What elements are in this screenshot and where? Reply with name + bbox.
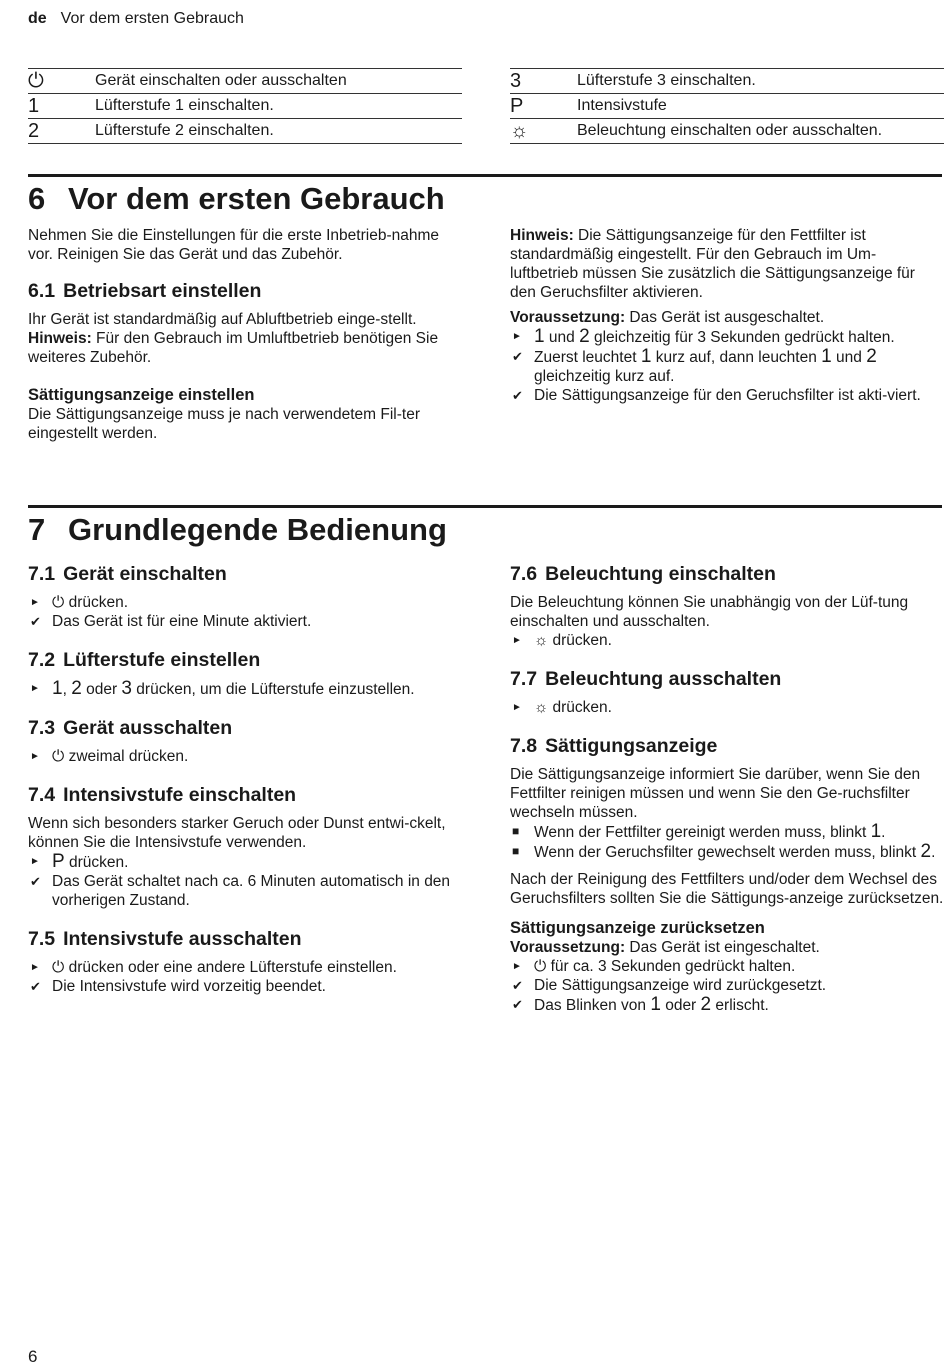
triangle-bullet: ► [30, 962, 40, 973]
list-item: ✔ Die Sättigungsanzeige wird zurückgesetzt. [512, 977, 827, 994]
subsection-title: Sättigungsanzeige einstellen [28, 386, 255, 404]
table-row [510, 69, 944, 94]
triangle-bullet: ► [30, 751, 40, 762]
triangle-bullet: ► [30, 597, 40, 608]
paragraph: Die Beleuchtung können Sie unabhängig von der Lüf-tung einschalten und ausschalten. [510, 594, 909, 630]
check-mark: ✔ [30, 874, 41, 889]
section-title: 7.8 Sättigungsanzeige [510, 735, 718, 757]
triangle-bullet: ► [512, 702, 522, 713]
list-item: ■ Wenn der Fettfilter gereinigt werden muss, blinkt 1. [512, 821, 886, 842]
list-item: ► ⏻ für ca. 3 Sekunden gedrückt halten. [512, 958, 796, 975]
symbol-description: Gerät einschalten oder ausschalten [95, 69, 462, 94]
light-icon: ☼ [534, 699, 549, 716]
power-icon: ⏻ [52, 748, 65, 765]
section-title: 7.6 Beleuchtung einschalten [510, 563, 776, 585]
table-row [510, 119, 944, 144]
list-item: ✔ Die Sättigungsanzeige für den Geruchsfilter ist akti-viert. [512, 387, 921, 404]
fan-level-1-symbol: 1 [28, 94, 95, 119]
section-7-3 [28, 717, 464, 766]
symbol-description: Lüfterstufe 1 einschalten. [95, 94, 462, 119]
precondition: Voraussetzung: Das Gerät ist ausgeschaltet. [510, 309, 825, 326]
page-number: 6 [28, 1347, 38, 1366]
chapter-6-right-column [510, 226, 944, 405]
symbol-description: Beleuchtung einschalten oder ausschalten. [577, 119, 944, 144]
section-title: 7.4 Intensivstufe einschalten [28, 784, 297, 806]
section-title: 7.3 Gerät ausschalten [28, 717, 233, 739]
power-icon: ⏻ [28, 69, 95, 94]
header-title: Vor dem ersten Gebrauch [60, 10, 244, 27]
chapter-6-left-column [28, 226, 464, 443]
list-item: ✔ Das Gerät ist für eine Minute aktiviert. [30, 613, 312, 630]
symbol-table-right [510, 68, 944, 144]
light-icon: ☼ [534, 632, 549, 649]
subsection-title: Sättigungsanzeige zurücksetzen [510, 919, 765, 937]
power-icon: ⏻ [534, 958, 547, 975]
square-bullet: ■ [512, 844, 520, 858]
list-item: ► P drücken. [30, 851, 129, 872]
list-item: ► 1 und 2 gleichzeitig für 3 Sekunden gedrückt halten. [512, 326, 895, 347]
paragraph: Nach der Reinigung des Fettfilters und/oder dem Wechsel des Geruchsfilters sollten Sie die Sättigungs-anzeige zurücksetzen. [510, 871, 944, 907]
section-7-1 [28, 563, 464, 631]
list-item: ► ☼ drücken. [512, 699, 612, 716]
section-title: 6.1 Betriebsart einstellen [28, 280, 262, 302]
section-7-5 [28, 928, 464, 996]
list-item: ■ Wenn der Geruchsfilter gewechselt werden muss, blinkt 2. [512, 841, 936, 862]
paragraph: Ihr Gerät ist standardmäßig auf Abluftbetrieb einge-stellt. [28, 311, 417, 328]
table-row [28, 119, 462, 144]
list-item: ► ⏻ drücken. [30, 594, 129, 611]
list-item: ► ☼ drücken. [512, 632, 612, 649]
section-7-4 [28, 784, 464, 910]
power-icon: ⏻ [52, 594, 65, 611]
table-row [510, 94, 944, 119]
chapter-7-heading [28, 505, 942, 548]
power-icon: ⏻ [52, 959, 65, 976]
symbol-description: Lüfterstufe 2 einschalten. [95, 119, 462, 144]
triangle-bullet: ► [30, 856, 40, 867]
section-title: 7.7 Beleuchtung ausschalten [510, 668, 782, 690]
triangle-bullet: ► [30, 683, 40, 694]
symbol-description: Intensivstufe [577, 94, 944, 119]
page-header [28, 10, 244, 28]
fan-level-3-symbol: 3 [510, 69, 577, 94]
check-mark: ✔ [30, 979, 41, 994]
section-7-7 [510, 668, 944, 717]
check-mark: ✔ [30, 614, 41, 629]
paragraph: Wenn sich besonders starker Geruch oder Dunst entwi-ckelt, können Sie die Intensivstufe verwenden. [28, 815, 446, 851]
chapter-title: 7 Grundlegende Bedienung [28, 512, 447, 547]
list-item: ► ⏻ drücken oder eine andere Lüfterstufe einstellen. [30, 959, 397, 976]
triangle-bullet: ► [512, 635, 522, 646]
hint-paragraph: Hinweis: Die Sättigungsanzeige für den Fettfilter ist standardmäßig eingestellt. Für den Gebrauch im Um-luftbetrieb müssen Sie zusätzlich die Sättigungsanzeige für den Geruchsfilter aktivieren. [510, 227, 915, 301]
section-title: 7.1 Gerät einschalten [28, 563, 227, 585]
triangle-bullet: ► [512, 331, 522, 342]
paragraph: Die Sättigungsanzeige informiert Sie darüber, wenn Sie den Fettfilter reinigen müssen und wenn Sie den Ge-ruchsfilter wechseln müssen. [510, 766, 921, 821]
list-item: ✔ Das Gerät schaltet nach ca. 6 Minuten automatisch in den vorherigen Zustand. [30, 873, 451, 909]
section-7-8 [510, 735, 944, 1015]
symbol-table-left [28, 68, 462, 144]
table-row [28, 94, 462, 119]
precondition: Voraussetzung: Das Gerät ist eingeschaltet. [510, 939, 820, 956]
section-7-2 [28, 649, 464, 699]
table-row [28, 69, 462, 94]
fan-level-2-symbol: 2 [28, 119, 95, 144]
intensive-symbol: P [510, 94, 577, 119]
check-mark: ✔ [512, 349, 523, 364]
check-mark: ✔ [512, 978, 523, 993]
square-bullet: ■ [512, 824, 520, 838]
chapter-7-right-column [510, 563, 944, 1015]
list-item: ► ⏻ zweimal drücken. [30, 748, 189, 765]
list-item: ✔ Die Intensivstufe wird vorzeitig beendet. [30, 978, 326, 995]
paragraph: Die Sättigungsanzeige muss je nach verwendetem Fil-ter eingestellt werden. [28, 406, 420, 442]
triangle-bullet: ► [512, 961, 522, 972]
chapter-title: 6 Vor dem ersten Gebrauch [28, 181, 445, 216]
list-item: ✔ Zuerst leuchtet 1 kurz auf, dann leuchten 1 und 2 gleichzeitig kurz auf. [512, 346, 877, 385]
check-mark: ✔ [512, 388, 523, 403]
section-title: 7.2 Lüfterstufe einstellen [28, 649, 261, 671]
symbol-description: Lüfterstufe 3 einschalten. [577, 69, 944, 94]
section-7-6 [510, 563, 944, 650]
chapter-7-left-column [28, 563, 464, 996]
check-mark: ✔ [512, 997, 523, 1012]
list-item: ► 1, 2 oder 3 drücken, um die Lüfterstufe einzustellen. [30, 678, 415, 699]
step-list [510, 327, 944, 405]
light-icon: ☼ [510, 119, 577, 144]
language-code: de [28, 10, 47, 27]
list-item: ✔ Das Blinken von 1 oder 2 erlischt. [512, 994, 769, 1015]
chapter-6-heading [28, 174, 942, 217]
intro-paragraph: Nehmen Sie die Einstellungen für die erste Inbetrieb-nahme vor. Reinigen Sie das Gerät und das Zubehör. [28, 227, 439, 263]
section-title: 7.5 Intensivstufe ausschalten [28, 928, 302, 950]
hint-paragraph: Hinweis: Für den Gebrauch im Umluftbetrieb benötigen Sie weiteres Zubehör. [28, 330, 439, 366]
